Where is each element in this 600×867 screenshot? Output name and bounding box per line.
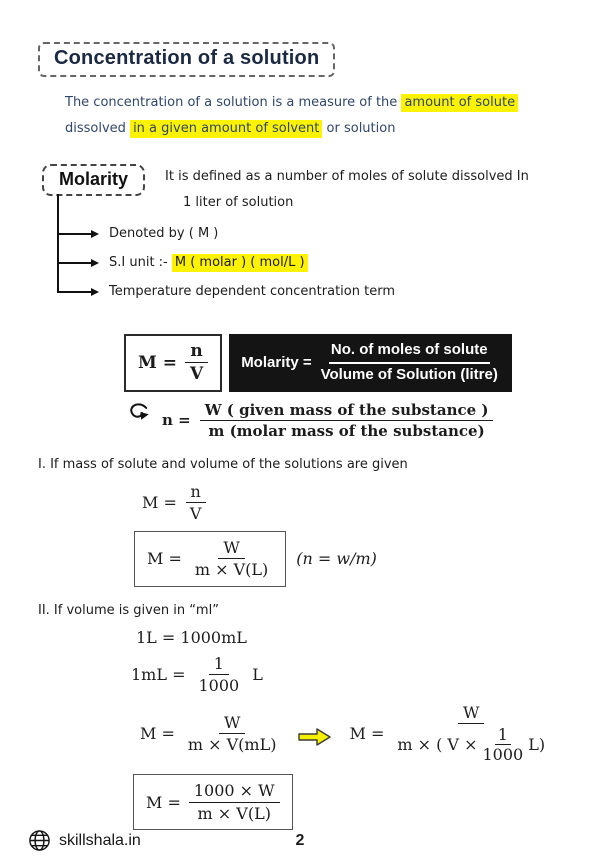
fraction-numerator: W [219, 713, 245, 734]
fraction-denominator: m × V(L) [194, 560, 269, 580]
fraction [189, 781, 280, 822]
fraction-denominator: m × V(L) [197, 803, 271, 823]
nested-fraction [479, 725, 526, 764]
formula-lhs: M = [142, 492, 177, 512]
fraction-numerator: n [186, 482, 206, 503]
globe-icon [28, 829, 51, 852]
tree-branch-temperature [57, 284, 395, 299]
fraction [185, 482, 207, 523]
blackbox-fraction [319, 341, 500, 385]
fraction-numerator: n [185, 341, 207, 363]
fraction-denominator: V [189, 503, 202, 523]
fraction-numerator: 1 [209, 654, 229, 675]
fraction [392, 703, 550, 765]
formula-lhs: 1mL = [131, 664, 186, 684]
molarity-heading: Molarity [59, 169, 129, 189]
blackbox-lhs: Molarity = [241, 354, 312, 372]
page-title: Concentration of a solution [54, 47, 320, 69]
molarity-section [42, 164, 600, 216]
yellow-arrow-icon [297, 725, 333, 749]
intro-text-3: or solution [322, 121, 396, 136]
page-number: 2 [295, 831, 305, 849]
section2-right-formula [349, 703, 550, 765]
branch-line [57, 262, 91, 264]
highlight-given-amount-of-solvent: in a given amount of solvent [130, 120, 322, 138]
formula-lhs: M = [138, 352, 177, 373]
fraction [200, 401, 494, 440]
fraction-numerator: W [218, 538, 244, 559]
tree-branch-denoted-by [57, 226, 218, 241]
molarity-definition-line1: It is defined as a number of moles of solute dissolved In [165, 169, 529, 184]
denominator-prefix: m × ( V × [397, 735, 478, 755]
fraction-denominator: 1000 [198, 675, 240, 695]
formula-lhs: n = [162, 411, 191, 430]
fraction [185, 341, 208, 385]
fraction [183, 713, 282, 754]
molarity-definition-black-box [229, 334, 512, 392]
formula-lhs: M = [349, 724, 385, 744]
molarity-formula-box [124, 334, 222, 392]
section1-heading: I. If mass of solute and volume of the solutions are given [38, 456, 408, 472]
moles-formula-row [126, 401, 600, 440]
point-si-unit [109, 255, 308, 270]
fraction [190, 538, 273, 579]
intro-text-1: The concentration of a solution is a measure of the [65, 95, 402, 110]
conversion-text: 1L = 1000mL [136, 627, 247, 647]
blackbox-denominator: Volume of Solution (litre) [320, 365, 498, 383]
section1-note: (n = w/m) [296, 549, 377, 569]
page-title-box [38, 42, 335, 77]
molarity-points-tree [57, 226, 600, 314]
point-denoted-by: Denoted by ( M ) [109, 226, 219, 241]
branch-arrow-icon [91, 259, 99, 267]
final-formula-wrap [133, 774, 600, 829]
tree-branch-si-unit [57, 255, 308, 270]
highlight-amount-of-solute: amount of solute [401, 94, 518, 112]
molarity-definition [165, 164, 529, 216]
curl-arrow-icon [126, 402, 153, 429]
fraction-numerator: 1000 × W [189, 781, 280, 802]
milliliter-conversion-line [131, 654, 600, 695]
section2-formula-row [140, 703, 600, 765]
page-footer [28, 829, 572, 852]
nested-denominator: 1000 [482, 745, 524, 765]
formula-suffix: L [252, 664, 263, 684]
fraction-denominator [392, 724, 550, 764]
highlight-si-unit: M ( molar ) ( mol/L ) [172, 254, 308, 272]
branch-line [57, 233, 91, 235]
fraction [193, 654, 244, 695]
molarity-heading-box [42, 164, 145, 196]
fraction-denominator: m × V(mL) [187, 735, 277, 755]
denominator-suffix: L) [528, 735, 546, 755]
formula-lhs: M = [140, 724, 175, 744]
formula-lhs: M = [147, 549, 182, 569]
fraction-numerator: W [458, 703, 484, 724]
final-boxed-formula [133, 774, 293, 829]
blackbox-numerator: No. of moles of solute [329, 341, 490, 364]
formula-lhs: M = [146, 792, 181, 812]
intro-text-2: dissolved [65, 121, 131, 136]
section2-left-formula [140, 713, 281, 754]
title-wrap [38, 42, 600, 77]
branch-arrow-icon [91, 230, 99, 238]
liter-conversion-line [136, 628, 600, 647]
section1-mnv-formula [142, 482, 600, 523]
tree-trunk-line [57, 194, 59, 293]
section1-boxed-row [134, 531, 600, 586]
si-unit-prefix: S.I unit :- [109, 255, 172, 270]
nested-numerator: 1 [495, 725, 511, 745]
molarity-formula-row [124, 334, 600, 392]
section1-boxed-formula [134, 531, 286, 586]
fraction-denominator: V [189, 364, 204, 385]
section2-heading: II. If volume is given in “ml” [38, 602, 219, 618]
fraction-denominator: m (molar mass of the substance) [208, 421, 485, 440]
branch-arrow-icon [91, 288, 99, 296]
molarity-definition-line2: 1 liter of solution [183, 195, 294, 210]
branch-line [57, 291, 91, 293]
fraction-numerator: W ( given mass of the substance ) [200, 401, 494, 421]
site-name: skillshala.in [59, 831, 141, 849]
point-temperature-dependent: Temperature dependent concentration term [109, 284, 395, 299]
intro-paragraph [65, 90, 600, 142]
